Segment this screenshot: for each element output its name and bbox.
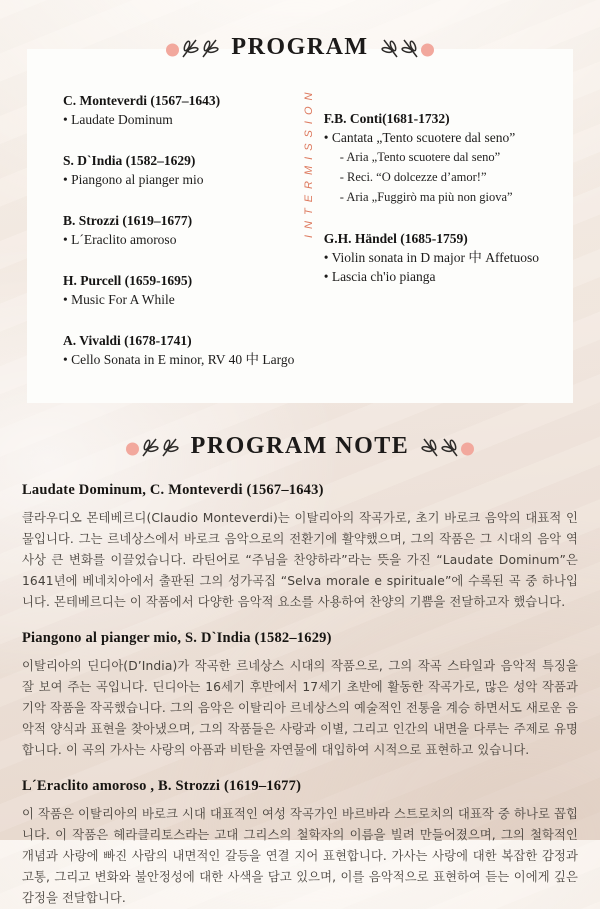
leaf-sprig-ornament-right bbox=[417, 435, 475, 459]
piece-title: • Cantata „Tento scuotere dal seno” bbox=[323, 130, 516, 145]
leaf-sprig-ornament-right bbox=[377, 36, 435, 60]
note-body: 이 작품은 이탈리아의 바로크 시대 대표적인 여성 작곡가인 바르바라 스트로치의 대표작 중 하나로 꼽힙니다. 이 작품은 헤라클리토스라는 고대 그리스의 철학자의 이름을 빌려 만들어졌으며, 그의 철학적인 개념과 사랑에 빠진 사람의 내면적인 갈등을 연결 지어 표현합니다. 가사는 사랑에 대한 복잡한 감정과 고통, 그리고 변화와 불안정성에 대한 사색을 담고 있으며, 이를 음악적으로 표현하여 듣는 이에게 깊은 감정을 전달합니다. bbox=[22, 807, 578, 905]
movement-title: - Aria „Fuggirò ma più non giova” bbox=[339, 190, 513, 204]
program-note-header bbox=[0, 433, 600, 460]
composer-name: B. Strozzi (1619–1677) bbox=[63, 213, 193, 228]
note-section bbox=[22, 630, 578, 761]
program-right-column bbox=[324, 91, 539, 369]
note-heading: Piangono al pianger mio, S. D`India (1582–1629) bbox=[22, 630, 332, 646]
leaf-sprig-ornament-left bbox=[125, 435, 183, 459]
piece-title: • Music For A While bbox=[63, 292, 175, 307]
note-heading: Laudate Dominum, C. Monteverdi (1567–1643) bbox=[22, 482, 324, 498]
piece-title: • Laudate Dominum bbox=[63, 112, 173, 127]
note-section bbox=[22, 482, 578, 613]
program-entry bbox=[63, 211, 294, 249]
composer-name: G.H. Händel (1685-1759) bbox=[323, 231, 468, 246]
program-title: PROGRAM bbox=[231, 34, 369, 60]
leaf-sprig-ornament-left bbox=[165, 36, 223, 60]
program-entry bbox=[63, 151, 294, 189]
composer-name: F.B. Conti(1681-1732) bbox=[323, 111, 450, 126]
note-section bbox=[22, 778, 578, 909]
program-entry bbox=[324, 229, 539, 286]
piece-title: • L´Eraclito amoroso bbox=[63, 232, 177, 247]
program-entry bbox=[63, 91, 294, 129]
program-notes bbox=[22, 482, 578, 909]
composer-name: S. D`India (1582–1629) bbox=[63, 153, 196, 168]
program-left-column bbox=[63, 91, 294, 369]
note-body: 이탈리아의 딘디아(D’India)가 작곡한 르네상스 시대의 작품으로, 그의 작곡 스타일과 음악적 특징을 잘 보여 주는 곡입니다. 딘디아는 16세기 후반에서 17세기 초반에 활동한 작곡가로, 많은 성악 작품과 기악 작품을 작곡했습니다. 그의 음악은 이탈리아 르네상스의 예술적인 전통을 계승 하면서도 새로운 음악적 양식과 표현을 찾아냈으며, 그의 작품들은 사랑과 이별, 그리고 인간의 내면을 다루는 주제로 유명합니다. 이 곡의 가사는 사랑의 아픔과 비탄을 자연물에 대입하여 시적으로 표현하고 있습니다. bbox=[22, 659, 578, 757]
movement-title: - Reci. “O dolcezze d’amor!” bbox=[339, 170, 487, 184]
program-entry bbox=[63, 331, 294, 369]
program-card bbox=[27, 49, 573, 403]
composer-name: A. Vivaldi (1678-1741) bbox=[63, 333, 192, 348]
program-note-title: PROGRAM NOTE bbox=[190, 433, 410, 459]
program-header bbox=[0, 0, 600, 61]
program-entry bbox=[324, 109, 539, 207]
composer-name: H. Purcell (1659-1695) bbox=[63, 273, 193, 288]
piece-title: • Violin sonata in D major 中 Affetuoso bbox=[323, 250, 539, 265]
note-heading: L´Eraclito amoroso , B. Strozzi (1619–1677) bbox=[22, 778, 302, 794]
piece-title: • Cello Sonata in E minor, RV 40 中 Largo bbox=[63, 352, 295, 367]
movement-title: - Aria „Tento scuotere dal seno” bbox=[339, 150, 501, 164]
note-body: 클라우디오 몬테베르디(Claudio Monteverdi)는 이탈리아의 작곡가로, 초기 바로크 음악의 대표적 인물입니다. 그는 르네상스에서 바로크 음악으로의 전환기에 활약했으며, 그의 작품은 그 시대의 음악 역사상 큰 변화를 이끌었습니다. 라틴어로 “주님을 찬양하라”라는 뜻을 가진 “Laudate Dominum”은 1641년에 베네치아에서 출판된 그의 성가곡집 “Selva morale e spirituale”에 수록된 곡 중 하나입니다. 몬테베르디는 이 작품에서 다양한 음악적 요소를 사용하여 찬양의 기쁨을 전달하고자 했습니다. bbox=[22, 511, 578, 609]
intermission-label: INTERMISSION bbox=[303, 86, 316, 238]
program-entry bbox=[63, 271, 294, 309]
intermission-column bbox=[294, 86, 323, 369]
piece-title: • Lascia ch'io pianga bbox=[323, 269, 436, 284]
piece-title: • Piangono al pianger mio bbox=[63, 172, 204, 187]
composer-name: C. Monteverdi (1567–1643) bbox=[63, 93, 221, 108]
